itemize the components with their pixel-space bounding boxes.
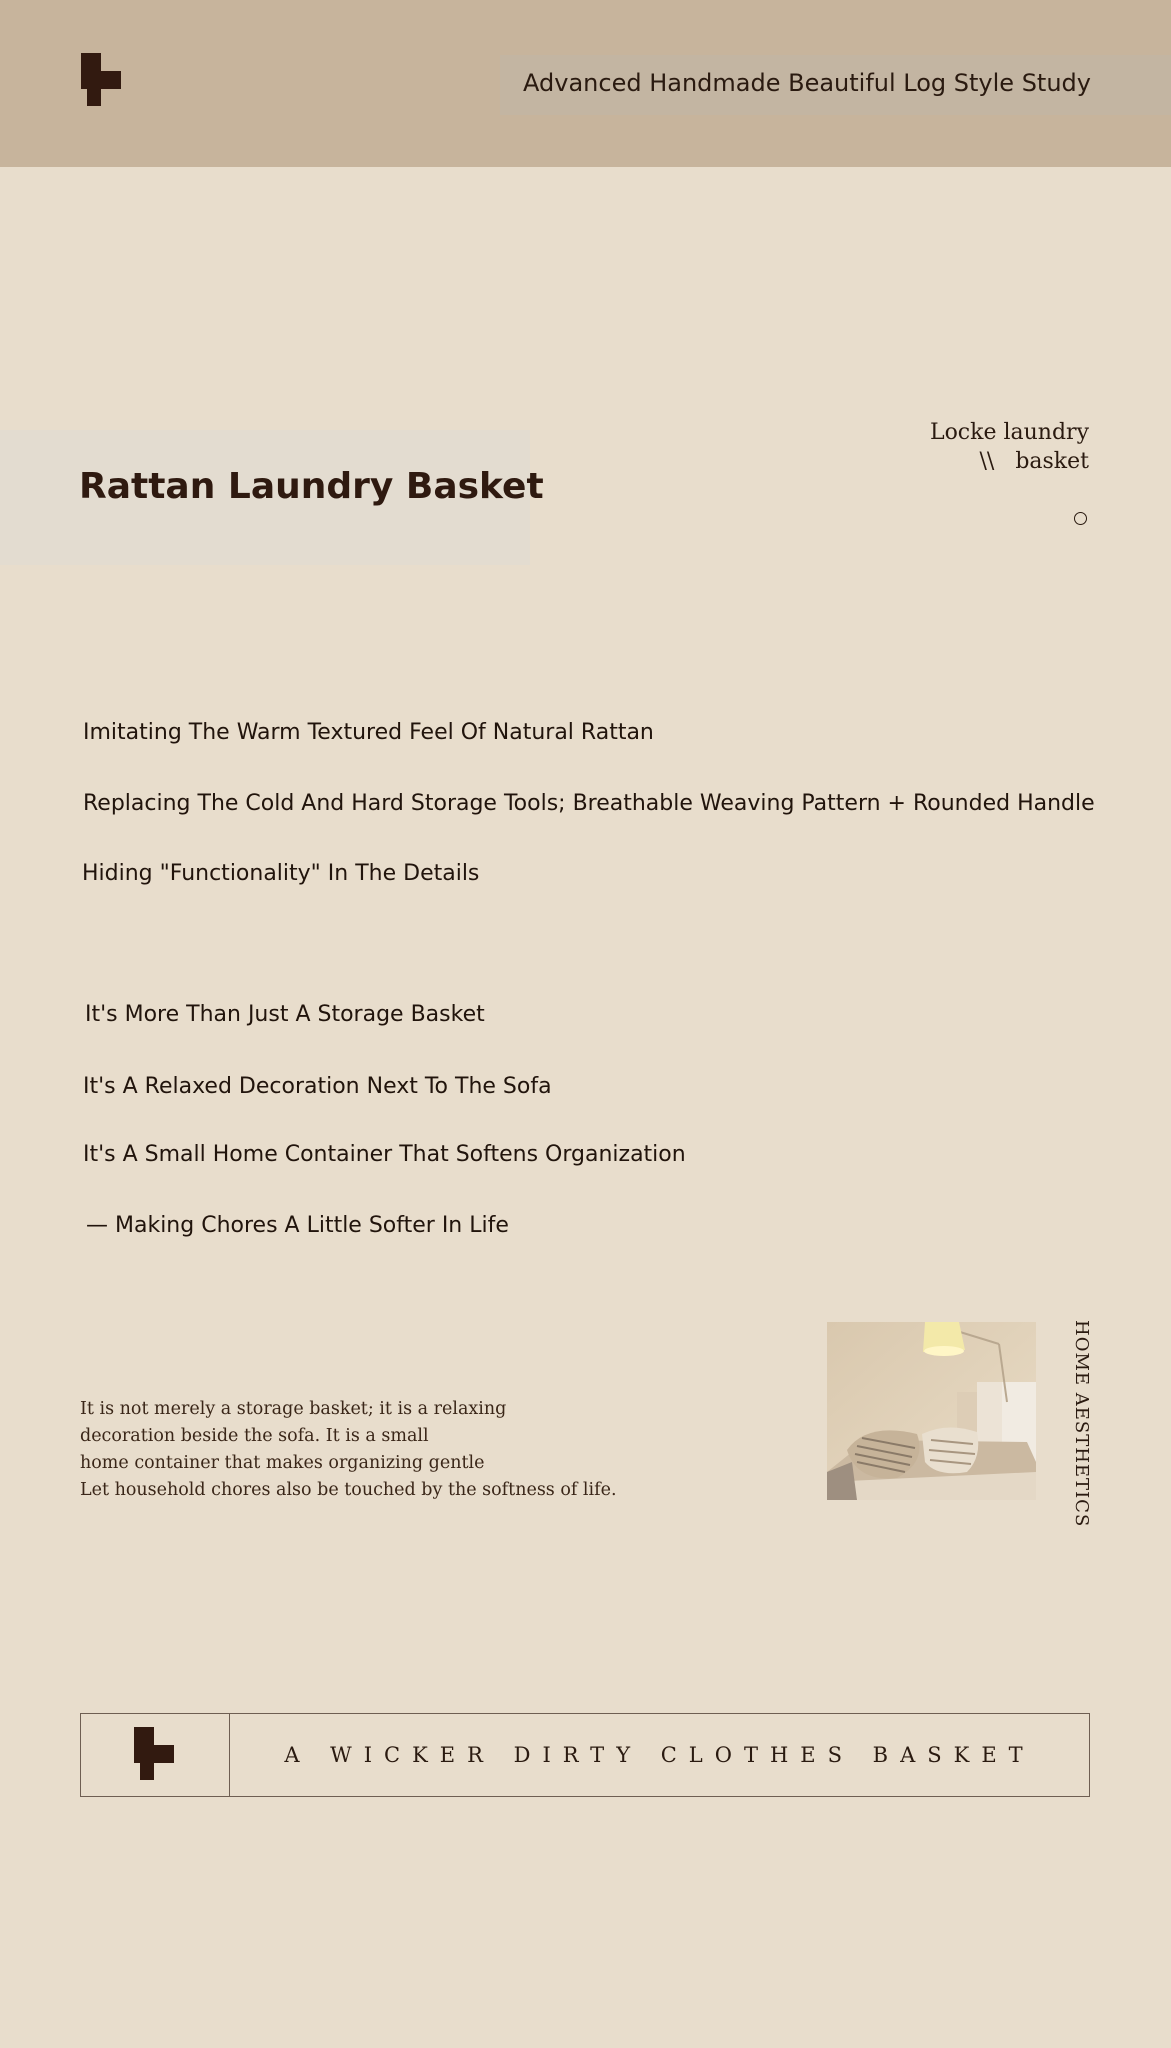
side-label-line: \\ basket [979,449,1089,474]
vertical-label: HOME AESTHETICS [1071,1320,1092,1528]
side-label-line: Locke laundry [929,420,1089,445]
paragraph-line: home container that makes organizing gentle [80,1453,485,1473]
paragraph-line: Let household chores also be touched by the softness of life. [80,1480,617,1500]
header-bar [0,0,1171,167]
description-paragraph [80,1396,640,1504]
paragraph-line: decoration beside the sofa. It is a small [80,1426,429,1446]
bedroom-photo [827,1322,1036,1500]
feature-line: Hiding "Functionality" In The Details [82,861,480,886]
header-title: Advanced Handmade Beautiful Log Style Study [523,69,1091,97]
statement-line: It's A Relaxed Decoration Next To The Sofa [83,1074,552,1099]
checker-square-logo-icon [81,53,121,106]
feature-line: Replacing The Cold And Hard Storage Tools; Breathable Weaving Pattern + Rounded Handle [83,791,1095,816]
bedroom-photo-illustration [827,1322,1036,1500]
page-title: Rattan Laundry Basket [79,466,544,507]
statement-line: It's A Small Home Container That Softens Organization [83,1142,686,1167]
circle-outline-icon [1074,512,1087,525]
statement-line: — Making Chores A Little Softer In Life [86,1213,509,1238]
checker-square-logo-icon [134,1727,174,1780]
footer-banner [80,1713,1090,1797]
paragraph-line: It is not merely a storage basket; it is a relaxing [80,1399,507,1419]
feature-line: Imitating The Warm Textured Feel Of Natural Rattan [83,720,654,745]
side-label [930,418,1089,476]
footer-text: A WICKER DIRTY CLOTHES BASKET [284,1743,1035,1767]
statement-line: It's More Than Just A Storage Basket [85,1002,485,1027]
